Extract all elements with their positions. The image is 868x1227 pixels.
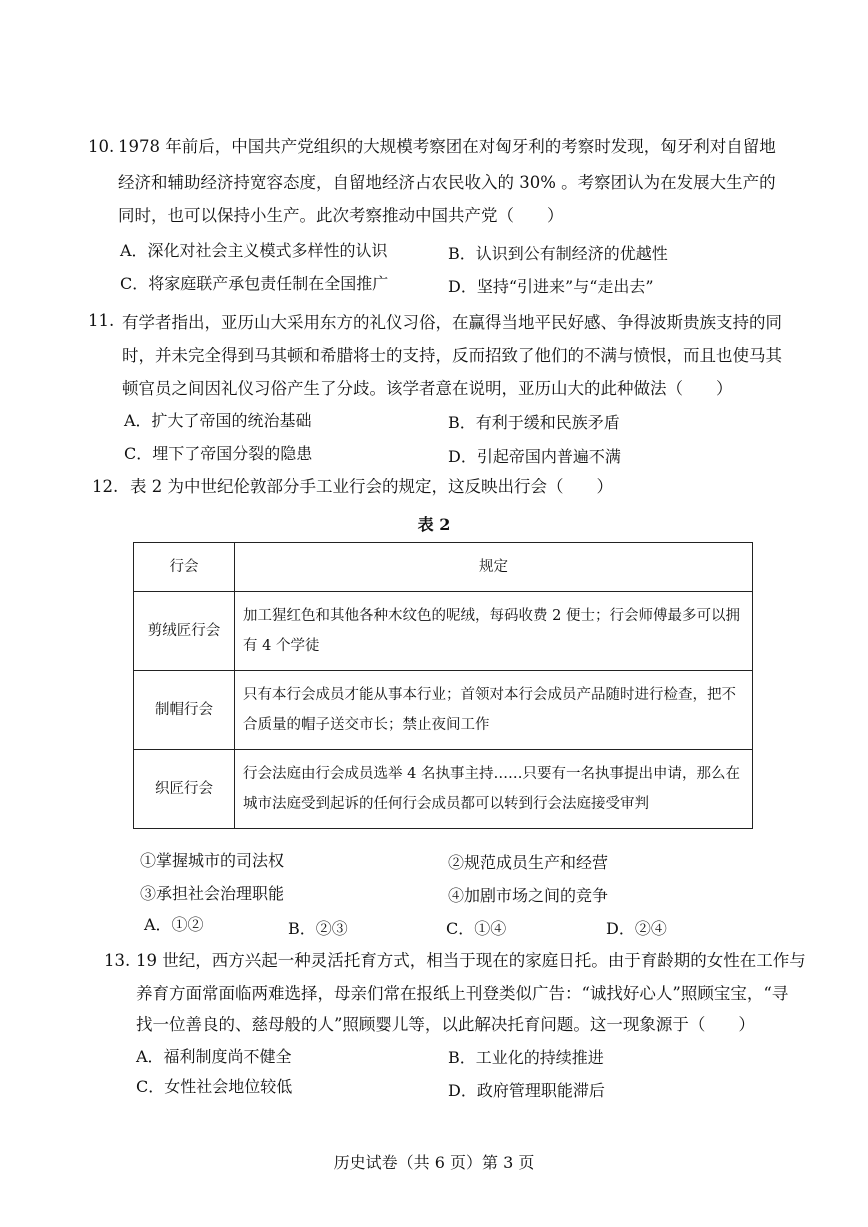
q11-option-d: D．引起帝国内普遍不满	[448, 447, 621, 466]
q11-option-b: B．有利于缓和民族矛盾	[448, 413, 620, 432]
q12-option-c: C．①④	[446, 919, 507, 938]
q11-option-c: C．埋下了帝国分裂的隐患	[124, 444, 313, 463]
q12-option-a: A．①②	[144, 915, 204, 934]
q10-option-c: C．将家庭联产承包责任制在全国推广	[120, 274, 389, 293]
q13-stem-line-1: 19 世纪，西方兴起一种灵活托育方式，相当于现在的家庭日托。由于育龄期的女性在工作与	[136, 951, 806, 970]
guild-rule: 行会法庭由行会成员选举 4 名执事主持……只要有一名执事提出申请，那么在城市法庭受到起诉的任何行会成员都可以转到行会法庭接受审判	[235, 750, 753, 829]
table-row	[134, 750, 753, 829]
page-footer: 历史试卷（共 6 页）第 3 页	[333, 1153, 535, 1172]
table-row	[134, 592, 753, 671]
q12-statement-1: ①掌握城市的司法权	[140, 851, 285, 870]
q10-option-d: D．坚持“引进来”与“走出去”	[448, 277, 654, 296]
q10-stem-line-3: 同时，也可以保持小生产。此次考察推动中国共产党（ ）	[118, 206, 564, 225]
guild-rule: 只有本行会成员才能从事本行业；首领对本行会成员产品随时进行检查，把不合质量的帽子送交市长；禁止夜间工作	[235, 671, 753, 750]
q12-statement-3: ③承担社会治理职能	[140, 884, 285, 903]
q13-number: 13.	[104, 951, 131, 970]
q13-option-b: B．工业化的持续推进	[448, 1048, 604, 1067]
q12-option-d: D．②④	[606, 919, 667, 938]
q13-stem-line-3: 找一位善良的、慈母般的人”照顾婴儿等，以此解决托育问题。这一现象源于（ ）	[136, 1015, 755, 1034]
q10-option-a: A．深化对社会主义模式多样性的认识	[120, 241, 388, 260]
q10-stem-line-1: 1978 年前后，中国共产党组织的大规模考察团在对匈牙利的考察时发现，匈牙利对自留地	[118, 137, 776, 156]
q12-option-b: B．②③	[288, 919, 348, 938]
guild-rules-table	[133, 542, 753, 829]
q10-number: 10.	[88, 137, 115, 156]
guild-name: 织匠行会	[134, 750, 235, 829]
q12-statement-2: ②规范成员生产和经营	[448, 853, 609, 872]
q11-option-a: A．扩大了帝国的统治基础	[124, 411, 312, 430]
q13-option-d: D．政府管理职能滞后	[448, 1081, 605, 1100]
q12-number: 12.	[92, 477, 119, 496]
guild-rule: 加工猩红色和其他各种木纹色的呢绒，每码收费 2 便士；行会师傅最多可以拥有 4 个学徒	[235, 592, 753, 671]
q12-statement-4: ④加剧市场之间的竞争	[448, 886, 609, 905]
table-row	[134, 671, 753, 750]
q13-option-c: C．女性社会地位较低	[136, 1077, 293, 1096]
guild-name: 制帽行会	[134, 671, 235, 750]
q11-stem-line-3: 顿官员之间因礼仪习俗产生了分歧。该学者意在说明，亚历山大的此种做法（ ）	[122, 379, 733, 398]
q13-stem-line-2: 养育方面常面临两难选择，母亲们常在报纸上刊登类似广告：“诚找好心人”照顾宝宝，“寻	[136, 984, 789, 1003]
q12-stem: 表 2 为中世纪伦敦部分手工业行会的规定，这反映出行会（ ）	[130, 477, 613, 496]
q10-option-b: B．认识到公有制经济的优越性	[448, 244, 668, 263]
guild-name: 剪绒匠行会	[134, 592, 235, 671]
header-guild: 行会	[134, 543, 235, 592]
table-header-row	[134, 543, 753, 592]
q13-option-a: A．福利制度尚不健全	[136, 1047, 292, 1066]
header-rules: 规定	[235, 543, 753, 592]
q10-stem-line-2: 经济和辅助经济持宽容态度，自留地经济占农民收入的 30% 。考察团认为在发展大生产的	[118, 173, 776, 192]
q11-stem-line-2: 时，并未完全得到马其顿和希腊将士的支持，反而招致了他们的不满与愤恨，而且也使马其	[122, 346, 782, 365]
table-caption: 表 2	[417, 515, 451, 534]
q11-stem-line-1: 有学者指出，亚历山大采用东方的礼仪习俗，在赢得当地平民好感、争得波斯贵族支持的同	[122, 313, 782, 332]
q11-number: 11.	[88, 311, 115, 330]
